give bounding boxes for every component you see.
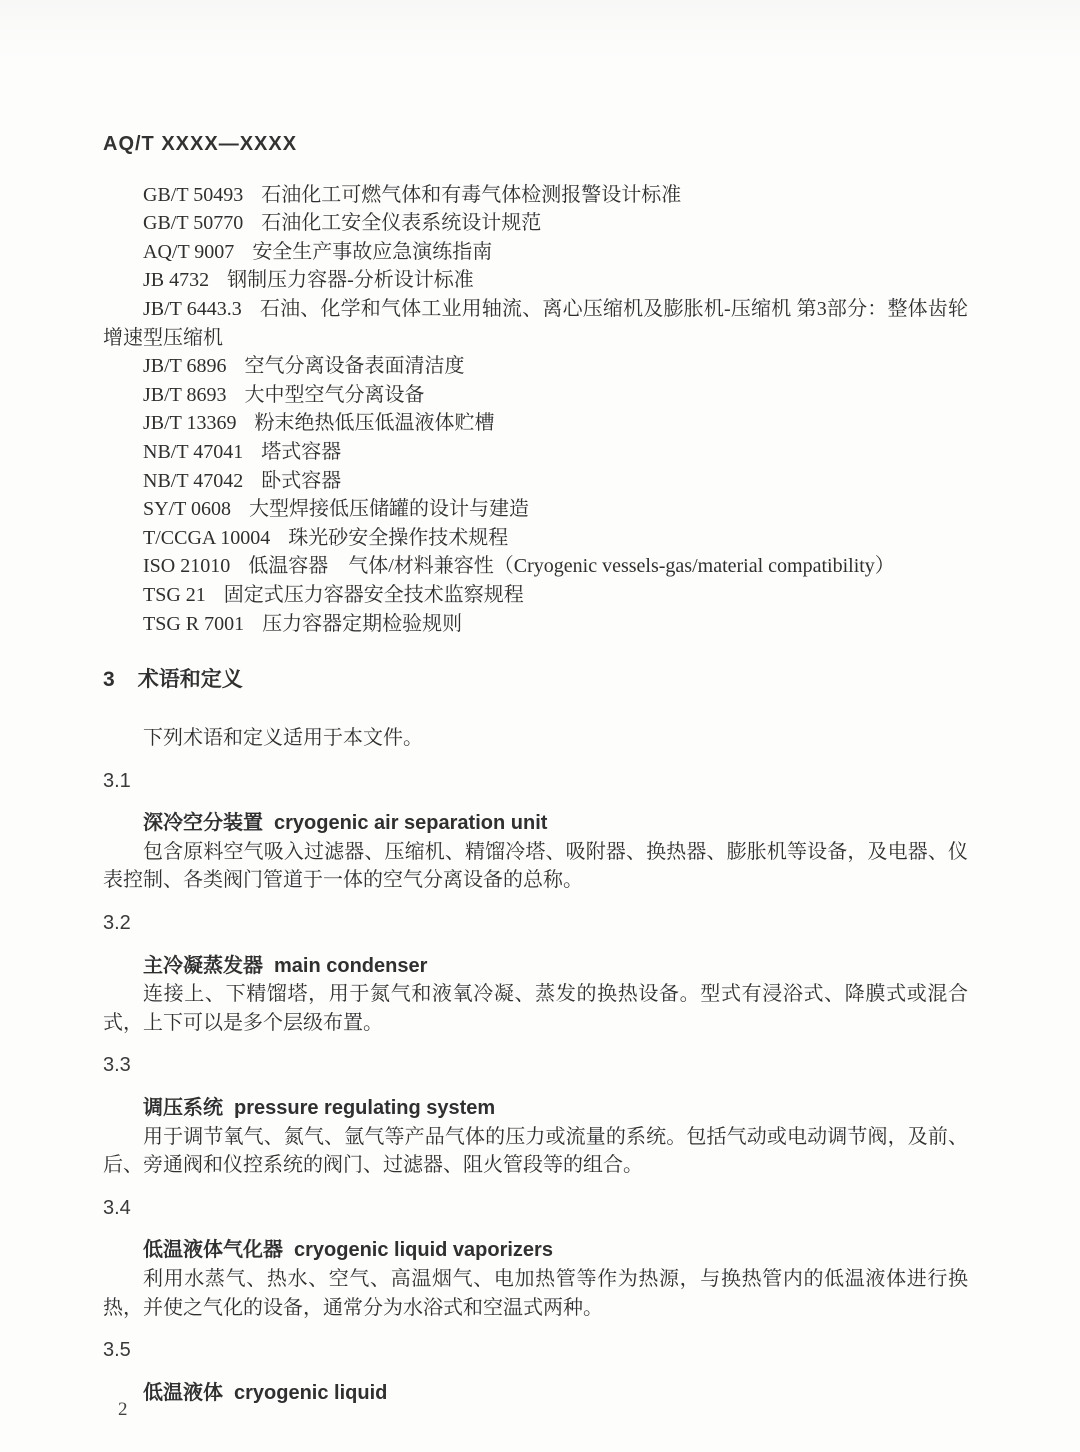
term-chinese: 深冷空分装置 bbox=[143, 812, 263, 835]
reference-id: JB 4732 bbox=[143, 269, 210, 292]
reference-title: 固定式压力容器安全技术监察规程 bbox=[223, 583, 524, 606]
reference-id: AQ/T 9007 bbox=[143, 240, 235, 263]
reference-item bbox=[103, 209, 968, 238]
term-english: cryogenic liquid bbox=[234, 1381, 388, 1404]
reference-id: TSG R 7001 bbox=[143, 612, 245, 635]
reference-title: 压力容器定期检验规则 bbox=[262, 612, 463, 635]
reference-id: T/CCGA 10004 bbox=[143, 526, 271, 549]
term-title bbox=[103, 1094, 968, 1123]
term-chinese: 主冷凝蒸发器 bbox=[143, 954, 263, 977]
reference-item bbox=[103, 552, 968, 581]
reference-id: NB/T 47041 bbox=[143, 440, 244, 463]
normative-references-list bbox=[103, 181, 968, 639]
page-number: 2 bbox=[118, 1399, 128, 1420]
reference-id: ISO 21010 bbox=[143, 555, 231, 578]
term-english: cryogenic air separation unit bbox=[274, 812, 548, 835]
reference-title: 石油化工安全仪表系统设计规范 bbox=[261, 212, 542, 235]
term-english: pressure regulating system bbox=[234, 1097, 496, 1120]
term-chinese: 调压系统 bbox=[143, 1097, 223, 1120]
term-chinese: 低温液体 bbox=[143, 1381, 223, 1404]
term-number: 3.3 bbox=[103, 1054, 131, 1077]
reference-id: JB/T 13369 bbox=[143, 412, 237, 435]
term-title bbox=[103, 1236, 968, 1265]
section-title: 术语和定义 bbox=[137, 668, 243, 692]
reference-id: NB/T 47042 bbox=[143, 469, 244, 492]
term-block bbox=[103, 767, 968, 895]
term-english: cryogenic liquid vaporizers bbox=[294, 1239, 553, 1262]
reference-item bbox=[103, 467, 968, 496]
reference-title: 大型焊接低压储罐的设计与建造 bbox=[248, 498, 529, 521]
reference-title: 粉末绝热低压低温液体贮槽 bbox=[254, 412, 495, 435]
section-heading-terms-and-definitions bbox=[103, 666, 968, 694]
reference-title: 钢制压力容器-分析设计标准 bbox=[227, 269, 474, 292]
term-number: 3.5 bbox=[103, 1339, 131, 1362]
reference-item bbox=[103, 181, 968, 210]
reference-item bbox=[103, 524, 968, 553]
term-chinese: 低温液体气化器 bbox=[143, 1239, 283, 1262]
document-number-header: AQ/T XXXX—XXXX bbox=[103, 133, 298, 155]
reference-item bbox=[103, 381, 968, 410]
section-intro: 下列术语和定义适用于本文件。 bbox=[143, 727, 423, 750]
reference-title: 大中型空气分离设备 bbox=[244, 383, 425, 406]
term-block bbox=[103, 1336, 968, 1407]
reference-title: 石油、化学和气体工业用轴流、离心压缩机及膨胀机-压缩机 第3部分：整体齿轮增速型压缩机 bbox=[103, 297, 968, 349]
term-english: main condenser bbox=[274, 954, 428, 977]
reference-title: 卧式容器 bbox=[261, 469, 342, 492]
reference-title: 石油化工可燃气体和有毒气体检测报警设计标准 bbox=[261, 183, 682, 206]
reference-id: SY/T 0608 bbox=[143, 498, 231, 521]
reference-item bbox=[103, 238, 968, 267]
reference-item bbox=[103, 581, 968, 610]
reference-item bbox=[103, 266, 968, 295]
term-definition: 包含原料空气吸入过滤器、压缩机、精馏冷塔、吸附器、换热器、膨胀机等设备，及电器、仪表控制、各类阀门管道于一体的空气分离设备的总称。 bbox=[103, 840, 968, 892]
term-title bbox=[103, 809, 968, 838]
term-definition: 用于调节氧气、氮气、氩气等产品气体的压力或流量的系统。包括气动或电动调节阀，及前、后、旁通阀和仪控系统的阀门、过滤器、阻火管段等的组合。 bbox=[103, 1125, 968, 1177]
term-block bbox=[103, 1051, 968, 1179]
section-number: 3 bbox=[103, 668, 115, 692]
term-number: 3.1 bbox=[103, 769, 131, 792]
reference-item bbox=[103, 438, 968, 467]
reference-item bbox=[103, 495, 968, 524]
reference-id: JB/T 6443.3 bbox=[143, 297, 242, 320]
reference-id: GB/T 50770 bbox=[143, 212, 244, 235]
reference-id: TSG 21 bbox=[143, 583, 206, 606]
reference-id: GB/T 50493 bbox=[143, 183, 244, 206]
reference-item bbox=[103, 409, 968, 438]
term-block bbox=[103, 1194, 968, 1322]
reference-title: 空气分离设备表面清洁度 bbox=[244, 355, 465, 378]
reference-item bbox=[103, 352, 968, 381]
reference-title: 塔式容器 bbox=[261, 440, 342, 463]
term-definition: 连接上、下精馏塔，用于氮气和液氧冷凝、蒸发的换热设备。型式有浸浴式、降膜式或混合式，上下可以是多个层级布置。 bbox=[103, 983, 968, 1034]
term-block bbox=[103, 909, 968, 1037]
term-number: 3.2 bbox=[103, 912, 131, 935]
term-title bbox=[103, 1379, 968, 1408]
term-title bbox=[103, 952, 968, 981]
reference-item bbox=[103, 295, 968, 352]
reference-id: JB/T 8693 bbox=[143, 383, 227, 406]
reference-title: 安全生产事故应急演练指南 bbox=[252, 240, 493, 263]
term-number: 3.4 bbox=[103, 1196, 131, 1219]
reference-id: JB/T 6896 bbox=[143, 355, 227, 378]
reference-item bbox=[103, 610, 968, 639]
term-definition: 利用水蒸气、热水、空气、高温烟气、电加热管等作为热源，与换热管内的低温液体进行换热，并使之气化的设备，通常分为水浴式和空温式两种。 bbox=[103, 1268, 968, 1319]
reference-title: 低温容器 气体/材料兼容性（Cryogenic vessels-gas/material compatibility） bbox=[248, 555, 895, 578]
reference-title: 珠光砂安全操作技术规程 bbox=[288, 526, 509, 549]
